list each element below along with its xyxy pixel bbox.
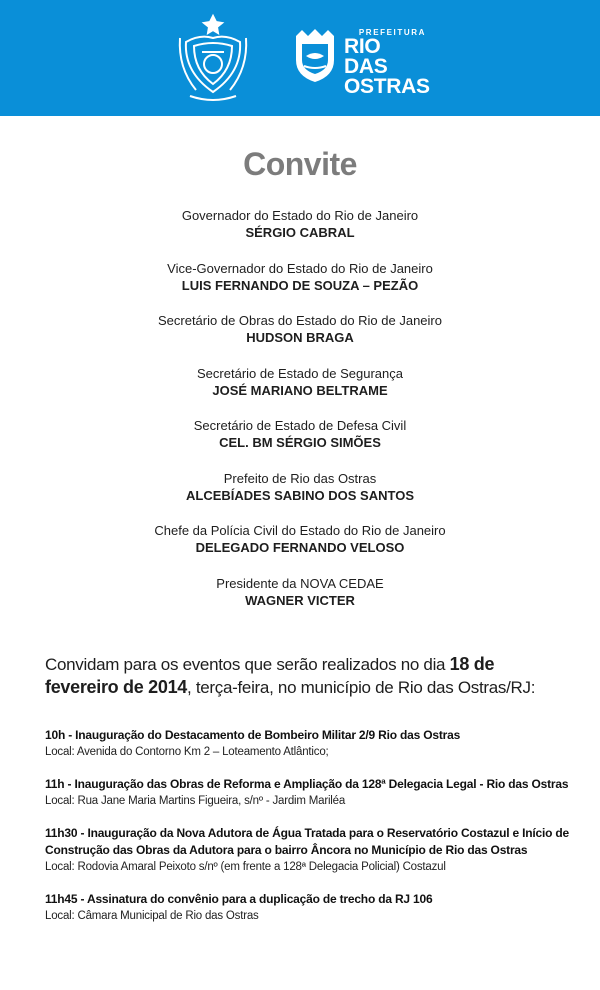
host-name: SÉRGIO CABRAL bbox=[245, 225, 355, 240]
event-title: - Inauguração do Destacamento de Bombeiro Militar 2/9 Rio das Ostras bbox=[65, 728, 461, 742]
event-time: 11h45 bbox=[45, 892, 78, 906]
host-entry bbox=[0, 470, 600, 523]
event-date: 18 de fevereiro de 2014 bbox=[45, 654, 495, 697]
city-logo-line2: OSTRAS bbox=[344, 75, 430, 98]
host-name: WAGNER VICTER bbox=[245, 592, 355, 608]
host-entry bbox=[0, 207, 600, 260]
city-shield-icon bbox=[292, 26, 338, 84]
host-role: Vice-Governador do Estado do Rio de Janeiro bbox=[167, 260, 433, 276]
city-logo-line1: RIO DAS bbox=[344, 35, 388, 78]
host-name: DELEGADO FERNANDO VELOSO bbox=[195, 540, 405, 555]
event-location: Local: Câmara Municipal de Rio das Ostras bbox=[45, 910, 259, 922]
event-item bbox=[45, 776, 575, 810]
event-time: 11h bbox=[45, 777, 65, 791]
host-entry bbox=[0, 522, 600, 575]
event-title: - Inauguração das Obras de Reforma e Ampliação da 128ª Delegacia Legal - Rio das Ostras bbox=[64, 777, 569, 791]
host-role: Secretário de Obras do Estado do Rio de Janeiro bbox=[157, 313, 442, 328]
header-banner bbox=[0, 0, 600, 116]
host-role: Prefeito de Rio das Ostras bbox=[223, 470, 377, 486]
event-location: Local: Avenida do Contorno Km 2 – Loteamento Atlântico; bbox=[45, 746, 329, 758]
event-time: 10h bbox=[45, 728, 66, 742]
city-logo-prefix: PREFEITURA bbox=[358, 28, 426, 37]
host-list bbox=[0, 207, 600, 627]
event-list bbox=[45, 727, 575, 940]
event-location: Local: Rua Jane Maria Martins Figueira, s/nº - Jardim Mariléa bbox=[45, 795, 346, 807]
city-logo-text bbox=[344, 28, 430, 98]
host-entry bbox=[0, 312, 600, 365]
host-name: CEL. BM SÉRGIO SIMÕES bbox=[219, 435, 381, 450]
event-title: - Assinatura do convênio para a duplicação de trecho da RJ 106 bbox=[77, 892, 433, 906]
event-item bbox=[45, 891, 575, 925]
host-entry bbox=[0, 575, 600, 628]
event-item bbox=[45, 727, 575, 761]
host-role: Governador do Estado do Rio de Janeiro bbox=[181, 208, 419, 223]
event-time: 11h30 bbox=[45, 826, 78, 840]
host-entry bbox=[0, 365, 600, 418]
host-name: JOSÉ MARIANO BELTRAME bbox=[212, 382, 388, 398]
host-name: HUDSON BRAGA bbox=[246, 330, 354, 345]
event-item bbox=[45, 825, 575, 876]
page-title: Convite bbox=[243, 146, 357, 182]
host-role: Chefe da Polícia Civil do Estado do Rio de Janeiro bbox=[154, 523, 446, 538]
host-role: Secretário de Estado de Segurança bbox=[197, 365, 403, 381]
invitation-intro bbox=[45, 653, 565, 699]
event-location: Local: Rodovia Amaral Peixoto s/nº (em frente a 128ª Delegacia Policial) Costazul bbox=[45, 861, 446, 873]
host-role: Presidente da NOVA CEDAE bbox=[216, 575, 384, 591]
host-role: Secretário de Estado de Defesa Civil bbox=[193, 418, 407, 433]
intro-text-after: , terça-feira, no município de Rio das Ostras/RJ: bbox=[187, 678, 536, 697]
state-coat-of-arms-icon bbox=[176, 12, 250, 104]
host-entry bbox=[0, 260, 600, 313]
host-name: ALCEBÍADES SABINO DOS SANTOS bbox=[185, 487, 414, 503]
event-title: - Inauguração da Nova Adutora de Água Tratada para o Reservatório Costazul e Início de Construção das Obras da Adutora para o bairro Âncora no Município de Rio das Ostras bbox=[45, 826, 569, 857]
host-name: LUIS FERNANDO DE SOUZA – PEZÃO bbox=[181, 277, 419, 293]
intro-text-before: Convidam para os eventos que serão realizados no dia bbox=[45, 655, 450, 674]
host-entry bbox=[0, 417, 600, 470]
